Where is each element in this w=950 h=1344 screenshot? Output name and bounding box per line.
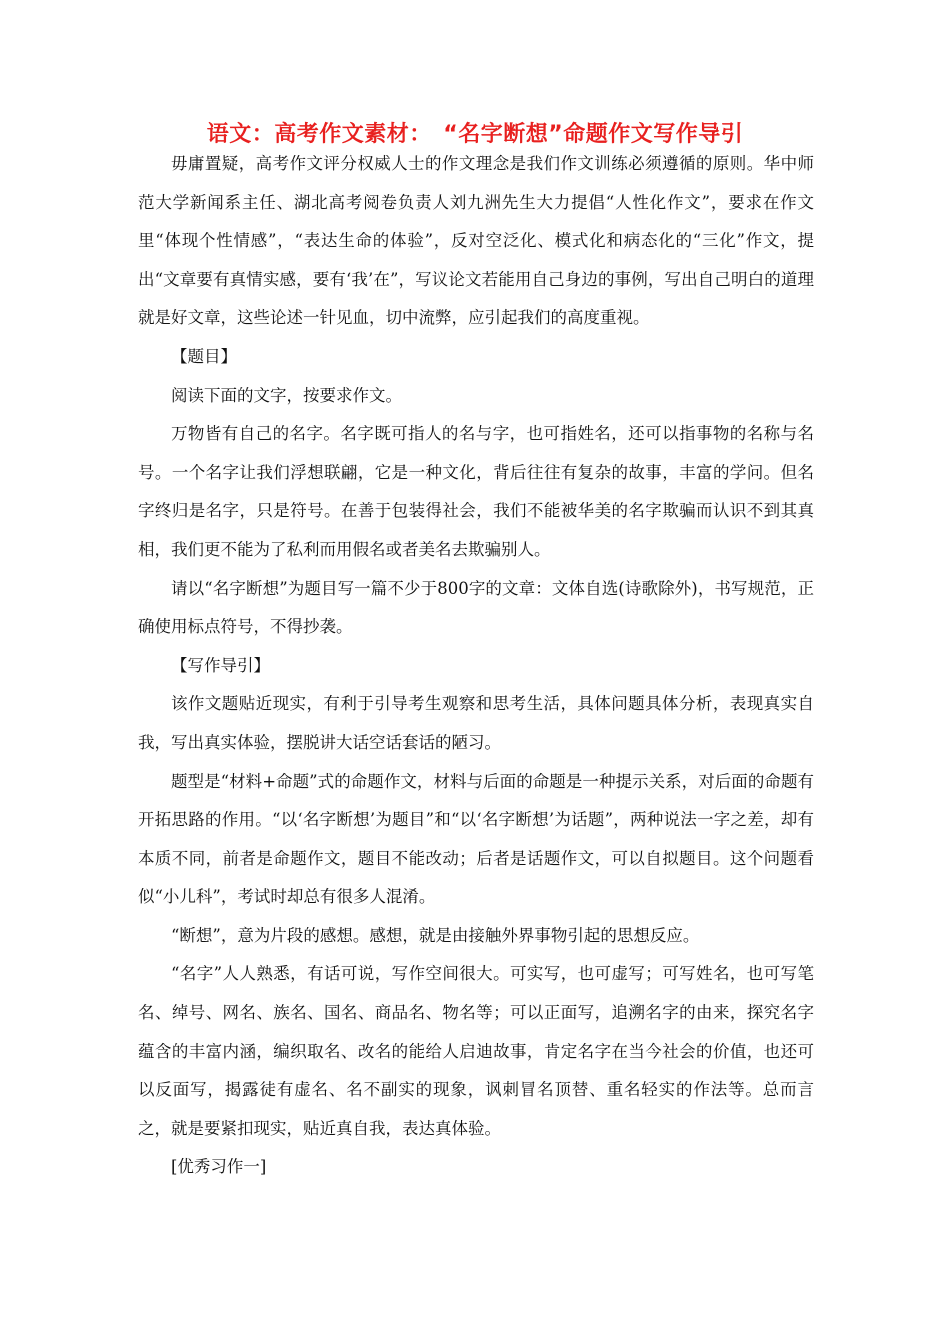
section-heading-sample: [优秀习作一]	[171, 1157, 267, 1177]
guide-paragraph-3: “断想”，意为片段的感想。感想，就是由接触外界事物引起的思想反应。	[171, 925, 700, 945]
instruction-paragraph: 阅读下面的文字，按要求作文。	[171, 385, 402, 405]
guide-paragraph-2: 题型是“材料+命题”式的命题作文，材料与后面的命题是一种提示关系，对后面的命题有开拓思路的作用。“以‘名字断想’为题目”和“以‘名字断想’为话题”，两种说法一字之差，却有本质不同，前者是命题作文，题目不能改动；后者是话题作文，可以自拟题目。这个问题看似“小儿科”，考试时却总有很多人混淆。	[138, 771, 814, 907]
intro-paragraph: 毋庸置疑，高考作文评分权威人士的作文理念是我们作文训练必须遵循的原则。华中师范大学新闻系主任、湖北高考阅卷负责人刘九洲先生大力提倡“人性化作文”，要求在作文里“体现个性情感”，“表达生命的体验”，反对空泛化、模式化和病态化的“三化”作文，提出“文章要有真情实感，要有‘我’在”，写议论文若能用自己身边的事例，写出自己明白的道理就是好文章，这些论述一针见血，切中流弊，应引起我们的高度重视。	[138, 154, 814, 328]
document-title: 语文：高考作文素材： “名字断想”命题作文写作导引	[206, 122, 744, 147]
guide-paragraph-4: “名字”人人熟悉，有话可说，写作空间很大。可实写，也可虚写；可写姓名，也可写笔名、绰号、网名、族名、国名、商品名、物名等；可以正面写，追溯名字的由来，探究名字蕴含的丰富内涵，编织取名、改名的能给人启迪故事，肯定名字在当今社会的价值，也还可以反面写，揭露徒有虚名、名不副实的现象，讽刺冒名顶替、重名轻实的作法等。总而言之，就是要紧扣现实，贴近真自我，表达真体验。	[138, 964, 814, 1138]
section-heading-guide: 【写作导引】	[171, 655, 270, 675]
guide-paragraph-1: 该作文题贴近现实，有利于引导考生观察和思考生活，具体问题具体分析，表现真实自我，写出真实体验，摆脱讲大话空话套话的陋习。	[138, 694, 814, 752]
material-paragraph: 万物皆有自己的名字。名字既可指人的名与字，也可指姓名，还可以指事物的名称与名号。一个名字让我们浮想联翩，它是一种文化，背后往往有复杂的故事，丰富的学问。但名字终归是名字，只是符号。在善于包装得社会，我们不能被华美的名字欺骗而认识不到其真相，我们更不能为了私利而用假名或者美名去欺骗别人。	[138, 424, 814, 559]
requirement-paragraph: 请以“名字断想”为题目写一篇不少于800字的文章：文体自选(诗歌除外)，书写规范，正确使用标点符号，不得抄袭。	[138, 578, 814, 637]
document-body	[138, 145, 814, 1187]
section-heading-topic: 【题目】	[171, 346, 237, 366]
